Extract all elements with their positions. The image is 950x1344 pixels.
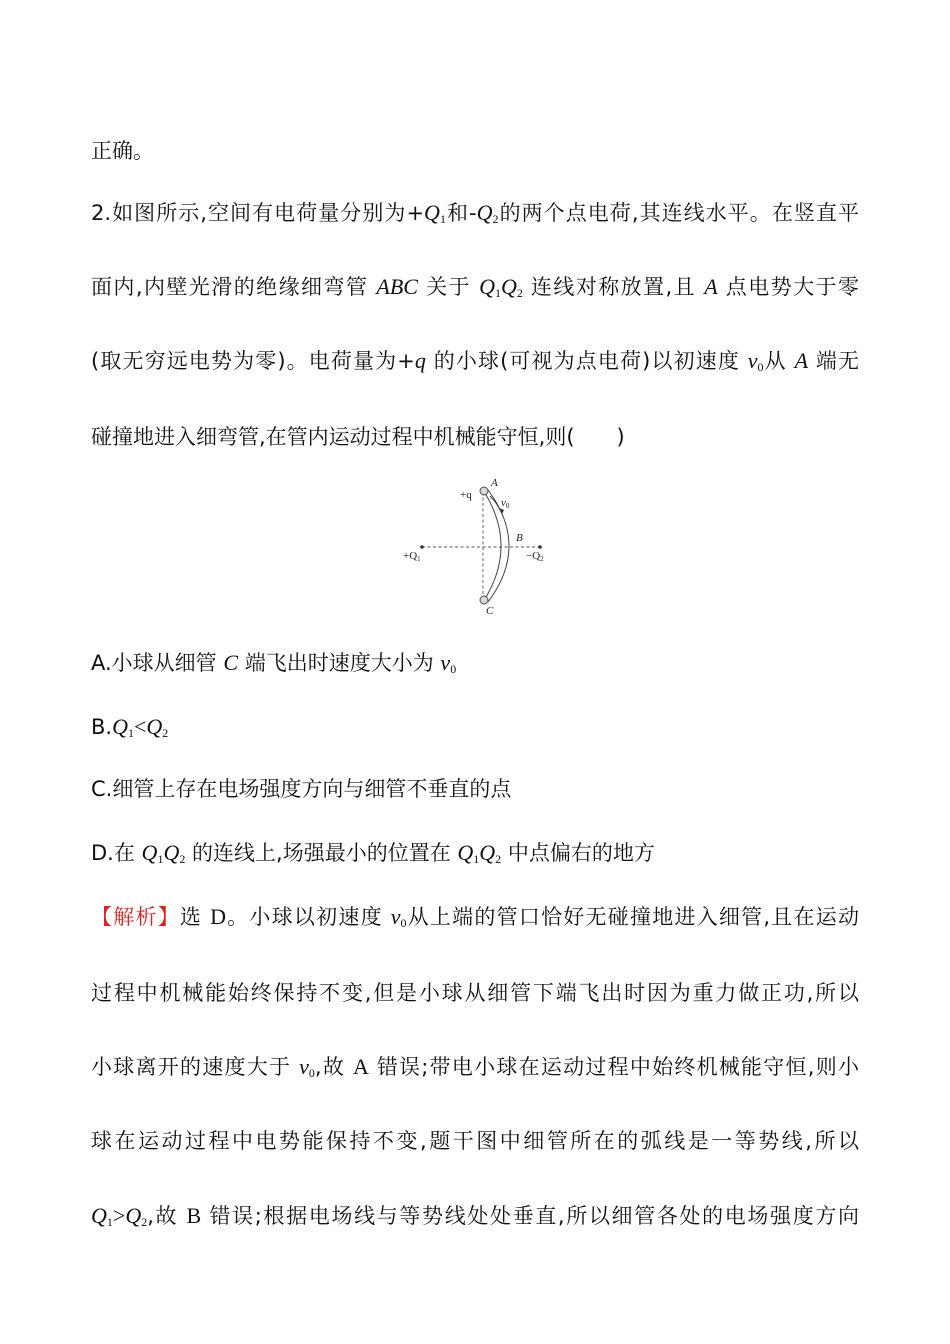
- analysis-line-3: 小球离开的速度大于 $v_0$,故 A 错误;带电小球在运动过程中始终机械能守恒,则小: [91, 1054, 859, 1080]
- label-B: B: [516, 532, 523, 544]
- label-C: C: [486, 605, 494, 617]
- option-D: D.在 $Q_1Q_2$ 的连线上,场强最小的位置在 $Q_1Q_2$ 中点偏右的地方: [91, 840, 655, 866]
- question-line-3: (取无穷远电势为零)。电荷量为+q 的小球(可视为点电荷)以初速度 $v_0$从 A 端无: [91, 348, 860, 374]
- question-line-1: 2.如图所示,空间有电荷量分别为$+Q_1$和$-Q_2$的两个点电荷,其连线水平。在竖直平: [91, 200, 860, 226]
- question-line-2: 面内,内壁光滑的绝缘细弯管 ABC 关于 $Q_1Q_2$ 连线对称放置,且 A 点电势大于零: [91, 274, 859, 300]
- prev-paragraph-end: 正确。: [91, 139, 154, 163]
- question-line-4: 碰撞地进入细弯管,在管内运动过程中机械能守恒,则( ): [91, 425, 625, 449]
- option-C: C.细管上存在电场强度方向与细管不垂直的点: [91, 777, 512, 801]
- option-A: A.小球从细管 C 端飞出时速度大小为 $v_0$: [91, 650, 457, 676]
- analysis-line-4: 球在运动过程中电势能保持不变,题干图中细管所在的弧线是一等势线,所以: [91, 1129, 859, 1153]
- charges-tube-figure: [395, 474, 565, 619]
- ball-at-A: [480, 487, 488, 495]
- question-number: 2.: [91, 201, 112, 225]
- label-v0: v0: [501, 497, 510, 510]
- label-A: A: [491, 477, 498, 489]
- label-plus-Q1: +Q1: [403, 550, 421, 563]
- analysis-tag: 【解析】: [91, 905, 180, 929]
- analysis-line-2: 过程中机械能始终保持不变,但是小球从细管下端飞出时因为重力做正功,所以: [91, 981, 859, 1005]
- charge-point-Q2: [538, 545, 542, 549]
- label-minus-Q2: −Q2: [526, 550, 544, 563]
- analysis-line-1: 【解析】选 D。小球以初速度 $v_0$从上端的管口恰好无碰撞地进入细管,且在运动: [91, 904, 859, 930]
- option-B: $B.Q_1<Q_2$: [91, 714, 169, 740]
- charge-point-Q1: [420, 545, 424, 549]
- label-plus-q: +q: [460, 489, 472, 501]
- ball-at-C: [480, 596, 488, 604]
- analysis-line-5: $Q_1>Q_2$,故 B 错误;根据电场线与等势线处处垂直,所以细管各处的电场强度方向: [91, 1203, 859, 1229]
